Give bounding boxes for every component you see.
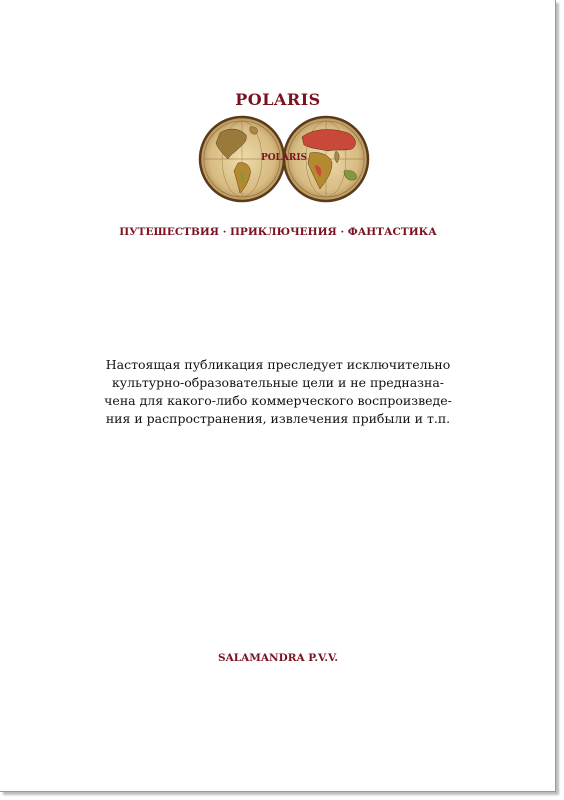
notice-line: ния и распространения, извлечения прибыли и т.п.: [105, 411, 451, 426]
world-map-logo: [198, 115, 370, 203]
map-wordmark: POLARIS: [260, 153, 308, 163]
notice-line: Настоящая публикация преследует исключительно: [105, 357, 451, 372]
publisher-name: SALAMANDRA P.V.V.: [217, 652, 338, 664]
series-genres: ПУТЕШЕСТВИЯ · ПРИКЛЮЧЕНИЯ · ФАНТАСТИКА: [119, 226, 437, 238]
series-title: POLARIS: [235, 90, 321, 109]
notice-line: культурно-образовательные цели и не предназна-: [111, 375, 445, 390]
copyright-notice: [0, 356, 556, 428]
notice-line: чена для какого-либо коммерческого воспроизведе-: [104, 393, 452, 408]
